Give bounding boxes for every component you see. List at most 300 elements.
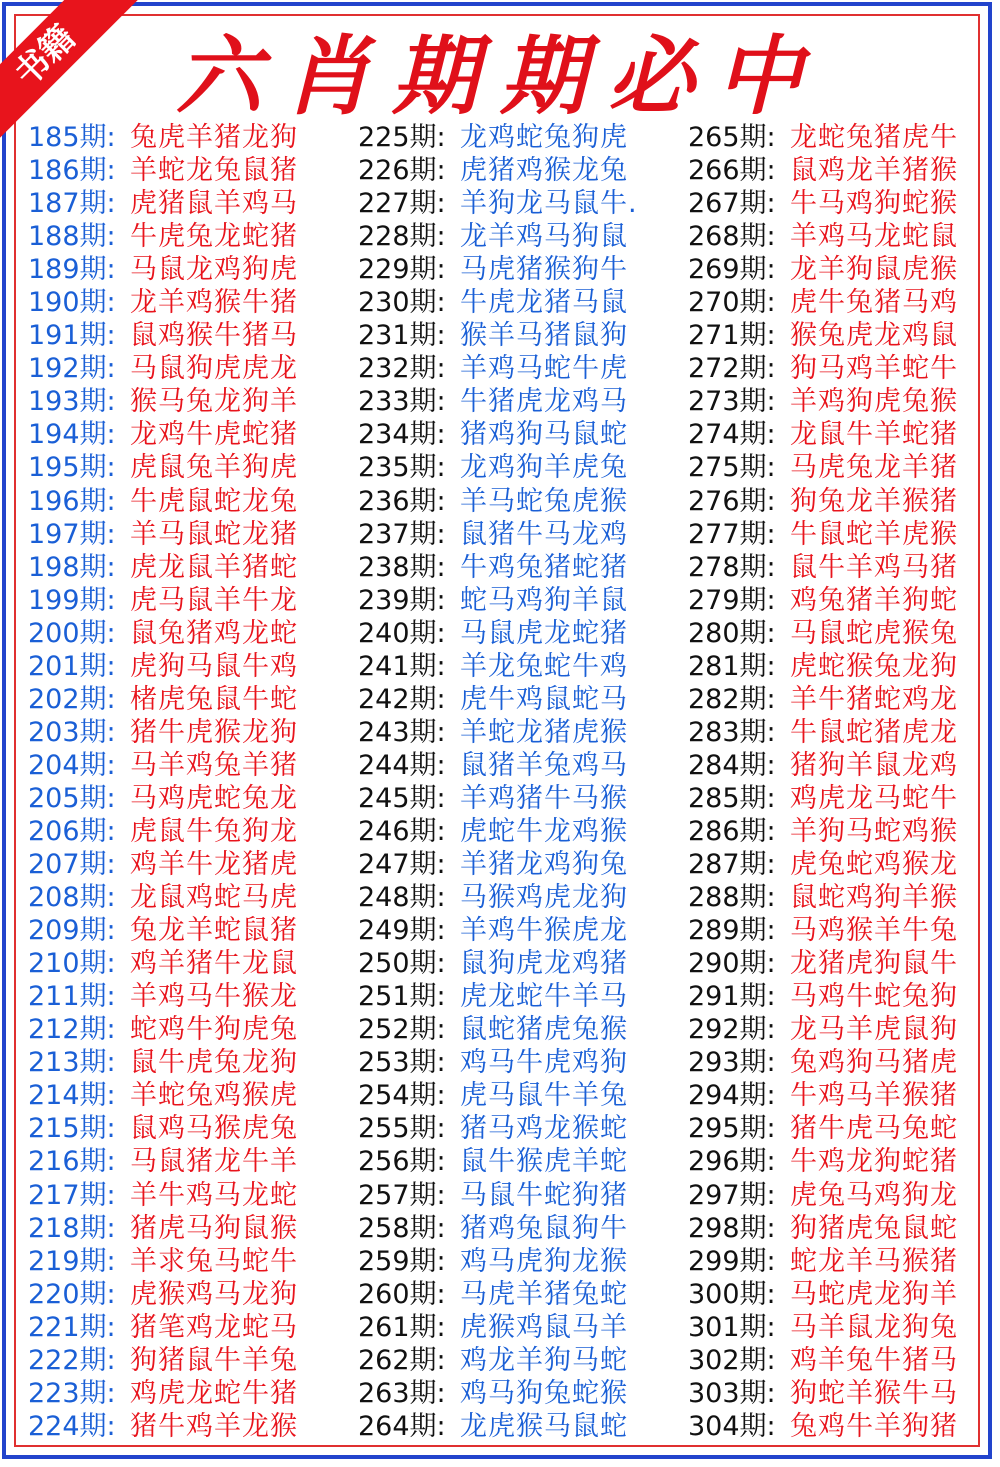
period-label: 251期: [358,981,446,1013]
period-label: 273期: [688,386,776,418]
period-label: 258期: [358,1212,446,1244]
zodiac-prediction: 羊狗马蛇鸡猴 [790,815,958,847]
zodiac-prediction: 鼠鸡龙羊猪猴 [790,155,958,187]
period-row [688,418,958,451]
zodiac-prediction: 狗猪虎兔鼠蛇 [790,1212,958,1244]
period-label: 221期: [28,1311,116,1343]
zodiac-prediction: 龙鼠鸡蛇马虎 [130,882,298,914]
zodiac-prediction: 牛虎兔龙蛇猪 [130,221,298,253]
zodiac-prediction: 马蛇虎龙狗羊 [790,1278,958,1310]
zodiac-prediction: 虎猴鸡马龙狗 [130,1278,298,1310]
zodiac-prediction: 马鼠龙鸡狗虎 [130,254,298,286]
period-row [28,253,298,286]
zodiac-prediction: 虎猴鸡鼠马羊 [460,1311,628,1343]
period-label: 298期: [688,1212,776,1244]
zodiac-prediction: 猪虎马狗鼠猴 [130,1212,298,1244]
zodiac-prediction: 龙鸡牛虎蛇猪 [130,419,298,451]
period-label: 269期: [688,254,776,286]
zodiac-prediction: 蛇龙羊马猴猪 [790,1245,958,1277]
period-row [28,716,298,749]
period-label: 270期: [688,287,776,319]
period-row [688,980,958,1013]
period-row [28,1179,298,1212]
period-label: 238期: [358,551,446,583]
period-row [358,782,638,815]
period-row [28,485,298,518]
period-label: 191期: [28,320,116,352]
zodiac-prediction: 虎鼠牛兔狗龙 [130,815,298,847]
zodiac-prediction: 羊龙兔蛇牛鸡 [460,650,628,682]
period-label: 302期: [688,1344,776,1376]
zodiac-prediction: 虎牛鸡鼠蛇马 [460,683,628,715]
period-row [688,154,958,187]
zodiac-prediction: 鼠猪羊兔鸡马 [460,749,628,781]
period-label: 290期: [688,948,776,980]
period-row [688,1212,958,1245]
period-row [28,1112,298,1145]
period-label: 229期: [358,254,446,286]
period-row [688,352,958,385]
period-label: 185期: [28,122,116,153]
zodiac-prediction: 龙羊鸡猴牛猪 [130,287,298,319]
period-row [28,319,298,352]
zodiac-prediction: 鼠牛羊鸡马猪 [790,551,958,583]
zodiac-prediction: 猴马兔龙狗羊 [130,386,298,418]
period-label: 202期: [28,683,116,715]
period-row [688,716,958,749]
zodiac-prediction: 鼠蛇鸡狗羊猴 [790,882,958,914]
period-row [28,518,298,551]
period-label: 203期: [28,716,116,748]
zodiac-prediction: 猪牛鸡羊龙猴 [130,1410,298,1442]
period-label: 243期: [358,716,446,748]
zodiac-prediction: 鸡羊兔牛猪马 [790,1344,958,1376]
period-label: 285期: [688,782,776,814]
period-label: 272期: [688,353,776,385]
period-row [28,914,298,947]
period-row [28,782,298,815]
period-label: 218期: [28,1212,116,1244]
zodiac-prediction: 龙羊鸡马狗鼠 [460,221,628,253]
zodiac-prediction: 虎兔马鸡狗龙 [790,1179,958,1211]
zodiac-prediction: 牛鼠蛇猪虎龙 [790,716,958,748]
period-row [28,947,298,980]
zodiac-prediction: 马虎羊猪兔蛇 [460,1278,628,1310]
period-row [28,352,298,385]
zodiac-prediction: 鸡马牛虎鸡狗 [460,1047,628,1079]
period-label: 257期: [358,1179,446,1211]
period-row [358,584,638,617]
zodiac-prediction: 牛虎鼠蛇龙兔 [130,485,298,517]
period-label: 286期: [688,815,776,847]
period-row [358,1377,638,1410]
period-row [358,815,638,848]
period-row [688,451,958,484]
period-row [28,1311,298,1344]
period-label: 233期: [358,386,446,418]
zodiac-prediction: 马鼠狗虎虎龙 [130,353,298,385]
zodiac-prediction: 鸡虎龙马蛇牛 [790,782,958,814]
corner-ribbon [0,0,150,150]
zodiac-prediction: 羊求兔马蛇牛 [130,1245,298,1277]
zodiac-prediction: 猪牛虎猴龙狗 [130,716,298,748]
period-label: 194期: [28,419,116,451]
period-row [358,881,638,914]
period-label: 254期: [358,1080,446,1112]
period-label: 282期: [688,683,776,715]
zodiac-prediction: 龙虎猴马鼠蛇 [460,1410,628,1442]
period-row [688,1410,958,1443]
period-label: 214期: [28,1080,116,1112]
zodiac-prediction: 楮虎兔鼠牛蛇 [130,683,298,715]
zodiac-prediction: 狗猪鼠牛羊兔 [130,1344,298,1376]
period-row [688,1278,958,1311]
period-label: 301期: [688,1311,776,1343]
period-row [688,848,958,881]
period-row [28,220,298,253]
period-label: 284期: [688,749,776,781]
period-label: 209期: [28,915,116,947]
zodiac-prediction: 虎牛兔猪马鸡 [790,287,958,319]
period-row [358,551,638,584]
period-label: 208期: [28,882,116,914]
period-label: 198期: [28,551,116,583]
period-row [688,881,958,914]
period-label: 281期: [688,650,776,682]
zodiac-prediction: 羊鸡牛猴虎龙 [460,915,628,947]
period-label: 280期: [688,617,776,649]
period-label: 189期: [28,254,116,286]
period-row [688,551,958,584]
period-row [358,617,638,650]
zodiac-prediction: 鼠蛇猪虎兔猴 [460,1014,628,1046]
period-row [28,980,298,1013]
period-row [28,451,298,484]
zodiac-prediction: 牛鸡兔猪蛇猪 [460,551,628,583]
period-label: 262期: [358,1344,446,1376]
zodiac-prediction: 马羊鸡兔羊猪 [130,749,298,781]
period-row [688,1013,958,1046]
period-row [358,749,638,782]
period-label: 277期: [688,518,776,550]
period-label: 231期: [358,320,446,352]
period-label: 247期: [358,849,446,881]
period-label: 224期: [28,1410,116,1442]
zodiac-prediction: 兔虎羊猪龙狗 [130,122,298,153]
period-row [688,617,958,650]
period-label: 196期: [28,485,116,517]
period-label: 250期: [358,948,446,980]
zodiac-prediction: 牛鸡马羊猴猪 [790,1080,958,1112]
period-row [358,1278,638,1311]
zodiac-prediction: 马鸡猴羊牛兔 [790,915,958,947]
period-row [358,1112,638,1145]
zodiac-prediction: 猪狗羊鼠龙鸡 [790,749,958,781]
period-row [358,1410,638,1443]
period-row [28,1410,298,1443]
period-label: 300期: [688,1278,776,1310]
period-row [28,187,298,220]
zodiac-prediction: 羊牛猪蛇鸡龙 [790,683,958,715]
period-row [688,1079,958,1112]
zodiac-prediction: 鼠兔猪鸡龙蛇 [130,617,298,649]
period-row [28,1145,298,1178]
period-row [358,1311,638,1344]
period-label: 190期: [28,287,116,319]
period-label: 213期: [28,1047,116,1079]
period-row [28,551,298,584]
period-label: 287期: [688,849,776,881]
period-row [358,154,638,187]
period-column-1 [28,121,298,1443]
period-row [688,518,958,551]
zodiac-prediction: 鸡马虎狗龙猴 [460,1245,628,1277]
zodiac-prediction: 羊蛇龙兔鼠猪 [130,155,298,187]
zodiac-prediction: 虎龙鼠羊猪蛇 [130,551,298,583]
period-label: 256期: [358,1146,446,1178]
zodiac-prediction: 马鼠牛蛇狗猪 [460,1179,628,1211]
zodiac-prediction: 猴羊马猪鼠狗 [460,320,628,352]
period-label: 207期: [28,849,116,881]
zodiac-prediction: 羊鸡马牛猴龙 [130,981,298,1013]
period-row [358,947,638,980]
zodiac-prediction: 马鼠虎龙蛇猪 [460,617,628,649]
period-label: 186期: [28,155,116,187]
zodiac-prediction: 羊鸡马龙蛇鼠 [790,221,958,253]
period-label: 265期: [688,122,776,153]
period-row [688,683,958,716]
period-row [358,451,638,484]
period-row [28,1245,298,1278]
period-label: 283期: [688,716,776,748]
period-row [358,187,638,220]
period-row [28,1079,298,1112]
period-label: 193期: [28,386,116,418]
zodiac-prediction: 鸡羊牛龙猪虎 [130,849,298,881]
zodiac-prediction: 鼠鸡猴牛猪马 [130,320,298,352]
period-label: 252期: [358,1014,446,1046]
period-row [358,914,638,947]
period-row [688,187,958,220]
period-row [28,749,298,782]
period-row [688,584,958,617]
zodiac-prediction: 鼠鸡马猴虎兔 [130,1113,298,1145]
period-label: 276期: [688,485,776,517]
period-row [358,1145,638,1178]
zodiac-prediction: 羊鸡狗虎兔猴 [790,386,958,418]
period-label: 246期: [358,815,446,847]
period-label: 217期: [28,1179,116,1211]
period-row [688,1377,958,1410]
zodiac-prediction: 马猴鸡虎龙狗 [460,882,628,914]
zodiac-prediction: 羊鸡马蛇牛虎 [460,353,628,385]
zodiac-prediction: 蛇马鸡狗羊鼠 [460,584,628,616]
zodiac-prediction: 猪马鸡龙猴蛇 [460,1113,628,1145]
period-label: 210期: [28,948,116,980]
zodiac-prediction: 龙蛇兔猪虎牛 [790,122,958,153]
zodiac-prediction: 鼠牛猴虎羊蛇 [460,1146,628,1178]
period-label: 289期: [688,915,776,947]
period-row [28,1278,298,1311]
period-row [688,385,958,418]
period-row [688,220,958,253]
zodiac-prediction: 羊牛鸡马龙蛇 [130,1179,298,1211]
period-label: 236期: [358,485,446,517]
zodiac-prediction: 羊蛇龙猪虎猴 [460,716,628,748]
zodiac-prediction: 猪笔鸡龙蛇马 [130,1311,298,1343]
zodiac-prediction: 兔鸡牛羊狗猪 [790,1410,958,1442]
zodiac-prediction: 猪鸡狗马鼠蛇 [460,419,628,451]
period-label: 211期: [28,981,116,1013]
zodiac-prediction: 狗兔龙羊猴猪 [790,485,958,517]
period-row [358,518,638,551]
period-row [358,121,638,154]
period-row [688,650,958,683]
period-row [358,1179,638,1212]
period-label: 295期: [688,1113,776,1145]
period-row [358,716,638,749]
zodiac-prediction: 羊狗龙马鼠牛. [460,188,638,220]
period-row [28,815,298,848]
zodiac-prediction: 鸡羊猪牛龙鼠 [130,948,298,980]
period-label: 266期: [688,155,776,187]
period-label: 260期: [358,1278,446,1310]
zodiac-prediction: 鼠猪牛马龙鸡 [460,518,628,550]
period-label: 275期: [688,452,776,484]
period-label: 240期: [358,617,446,649]
zodiac-prediction: 马鸡牛蛇兔狗 [790,981,958,1013]
zodiac-prediction: 羊鸡猪牛马猴 [460,782,628,814]
period-row [688,782,958,815]
period-label: 232期: [358,353,446,385]
zodiac-prediction: 龙羊狗鼠虎猴 [790,254,958,286]
period-row [28,385,298,418]
period-row [358,1013,638,1046]
zodiac-prediction: 猪鸡兔鼠狗牛 [460,1212,628,1244]
zodiac-prediction: 龙鸡狗羊虎兔 [460,452,628,484]
period-label: 294期: [688,1080,776,1112]
zodiac-prediction: 猪牛虎马兔蛇 [790,1113,958,1145]
period-label: 245期: [358,782,446,814]
period-row [28,286,298,319]
period-row [688,121,958,154]
period-label: 201期: [28,650,116,682]
period-label: 188期: [28,221,116,253]
corner-badge: 书籍 [0,0,145,150]
period-column-2 [358,121,638,1443]
period-row [358,848,638,881]
period-row [688,1245,958,1278]
period-label: 225期: [358,122,446,153]
period-row [358,1212,638,1245]
period-row [358,650,638,683]
period-label: 199期: [28,584,116,616]
period-label: 304期: [688,1410,776,1442]
period-row [28,881,298,914]
period-row [358,319,638,352]
period-label: 261期: [358,1311,446,1343]
zodiac-prediction: 虎鼠兔羊狗虎 [130,452,298,484]
period-label: 215期: [28,1113,116,1145]
period-label: 235期: [358,452,446,484]
zodiac-prediction: 马虎猪猴狗牛 [460,254,628,286]
zodiac-prediction: 狗马鸡羊蛇牛 [790,353,958,385]
zodiac-prediction: 虎龙蛇牛羊马 [460,981,628,1013]
period-label: 234期: [358,419,446,451]
period-label: 292期: [688,1014,776,1046]
period-label: 241期: [358,650,446,682]
period-label: 187期: [28,188,116,220]
zodiac-prediction: 兔龙羊蛇鼠猪 [130,915,298,947]
period-row [688,749,958,782]
period-label: 274期: [688,419,776,451]
period-label: 212期: [28,1014,116,1046]
period-label: 223期: [28,1377,116,1409]
period-label: 303期: [688,1377,776,1409]
period-label: 288期: [688,882,776,914]
period-label: 197期: [28,518,116,550]
zodiac-prediction: 虎猪鼠羊鸡马 [130,188,298,220]
zodiac-prediction: 羊蛇兔鸡猴虎 [130,1080,298,1112]
period-row [688,1179,958,1212]
period-label: 206期: [28,815,116,847]
period-row [688,1046,958,1079]
period-row [28,154,298,187]
period-label: 226期: [358,155,446,187]
zodiac-prediction: 马羊鼠龙狗兔 [790,1311,958,1343]
period-row [688,815,958,848]
period-label: 219期: [28,1245,116,1277]
zodiac-prediction: 虎猪鸡猴龙兔 [460,155,628,187]
zodiac-prediction: 虎兔蛇鸡猴龙 [790,849,958,881]
period-label: 216期: [28,1146,116,1178]
zodiac-prediction: 牛虎龙猪马鼠 [460,287,628,319]
period-row [688,319,958,352]
period-row [358,220,638,253]
period-label: 253期: [358,1047,446,1079]
period-label: 227期: [358,188,446,220]
period-label: 228期: [358,221,446,253]
zodiac-prediction: 牛鸡龙狗蛇猪 [790,1146,958,1178]
zodiac-prediction: 虎马鼠羊牛龙 [130,584,298,616]
zodiac-prediction: 猴兔虎龙鸡鼠 [790,320,958,352]
zodiac-prediction: 马鸡虎蛇兔龙 [130,782,298,814]
period-label: 200期: [28,617,116,649]
page-title: 六肖期期必中 [176,26,824,127]
period-label: 242期: [358,683,446,715]
period-label: 239期: [358,584,446,616]
period-row [358,385,638,418]
zodiac-prediction: 牛马鸡狗蛇猴 [790,188,958,220]
period-row [358,1079,638,1112]
period-row [28,584,298,617]
period-label: 244期: [358,749,446,781]
zodiac-prediction: 羊猪龙鸡狗兔 [460,849,628,881]
period-row [28,1046,298,1079]
zodiac-prediction: 牛鼠蛇羊虎猴 [790,518,958,550]
zodiac-prediction: 鼠牛虎兔龙狗 [130,1047,298,1079]
zodiac-prediction: 鸡龙羊狗马蛇 [460,1344,628,1376]
period-row [28,1212,298,1245]
zodiac-prediction: 虎狗马鼠牛鸡 [130,650,298,682]
zodiac-prediction: 兔鸡狗马猪虎 [790,1047,958,1079]
zodiac-prediction: 鸡虎龙蛇牛猪 [130,1377,298,1409]
zodiac-prediction: 牛猪虎龙鸡马 [460,386,628,418]
zodiac-prediction: 马鼠蛇虎猴兔 [790,617,958,649]
period-label: 297期: [688,1179,776,1211]
period-row [28,848,298,881]
zodiac-prediction: 龙鸡蛇兔狗虎 [460,122,628,153]
